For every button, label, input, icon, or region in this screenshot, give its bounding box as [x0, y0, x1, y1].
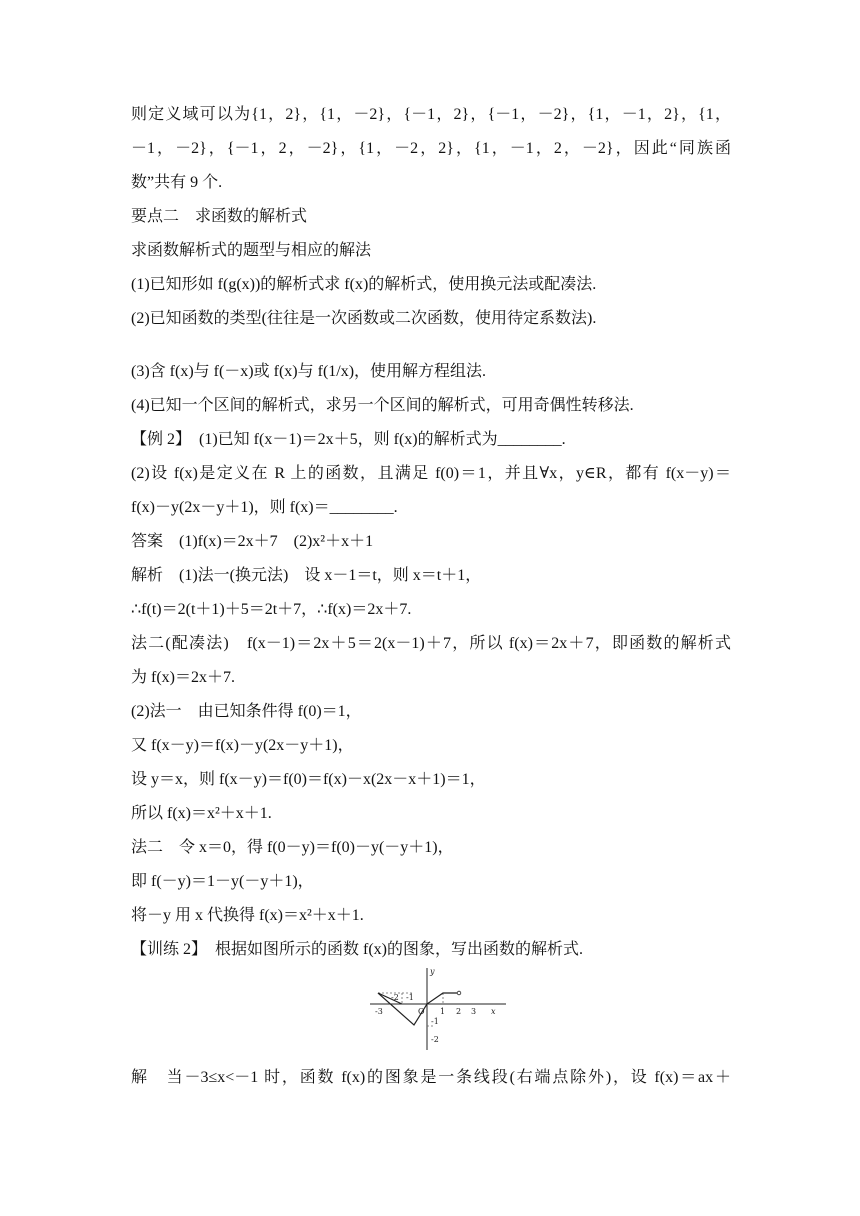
analysis-line-2: ∴f(t)＝2(t＋1)＋5＝2t＋7，∴f(x)＝2x＋7. — [131, 601, 412, 618]
tick-x-minus-1: -1 — [406, 993, 414, 1002]
method-3: (3)含 f(x)与 f(－x)或 f(x)与 f(1/x)，使用解方程组法. — [131, 363, 487, 380]
analysis-line-3: 法二(配凑法) f(x－1)＝2x＋5＝2(x－1)＋7，所以 f(x)＝2x＋7，即函数的解析式 — [131, 635, 731, 652]
example-2-part-2: (2)设 f(x)是定义在 R 上的函数，且满足 f(0)＝1，并且∀x，y∈R，都有 f(x－y)＝ — [131, 465, 731, 482]
analysis-line-8: 所以 f(x)＝x²＋x＋1. — [131, 805, 272, 822]
tick-x-1: 1 — [440, 1007, 446, 1016]
analysis-line-10: 即 f(－y)＝1－y(－y＋1)， — [131, 873, 314, 890]
tick-x-minus-3: -3 — [375, 1007, 383, 1016]
analysis-line-5: (2)法一 由已知条件得 f(0)＝1， — [131, 703, 362, 720]
graph-open-endpoint — [457, 991, 461, 995]
tick-y-minus-1: -1 — [431, 1017, 439, 1026]
analysis-line-1: 解析 (1)法一(换元法) 设 x－1＝t，则 x＝t＋1， — [131, 567, 482, 584]
function-graph — [358, 962, 518, 1056]
method-2: (2)已知函数的类型(往往是一次函数或二次函数，使用待定系数法). — [131, 310, 597, 327]
method-4: (4)已知一个区间的解析式，求另一个区间的解析式，可用奇偶性转移法. — [131, 397, 634, 414]
y-axis-label: y — [430, 967, 435, 976]
analysis-line-4: 为 f(x)＝2x＋7. — [131, 669, 235, 686]
x-axis-label: x — [491, 1007, 496, 1016]
section-heading: 要点二 求函数的解析式 — [131, 208, 308, 225]
solution-line: 解 当－3≤x<－1 时，函数 f(x)的图象是一条线段(右端点除外)，设 f(x)＝ax＋ — [131, 1069, 731, 1086]
analysis-line-7: 设 y＝x，则 f(x－y)＝f(0)＝f(x)－x(2x－x＋1)＝1， — [131, 771, 486, 788]
tick-origin: O — [418, 1007, 425, 1016]
tick-x-2: 2 — [456, 1007, 462, 1016]
practice-2-line: 【训练 2】 根据如图所示的函数 f(x)的图象，写出函数的解析式. — [131, 941, 583, 958]
text-line-3: 数”共有 9 个. — [131, 174, 223, 191]
text-line-5: 求函数解析式的题型与相应的解法 — [131, 242, 372, 259]
example-2-part-1: 【例 2】 (1)已知 f(x－1)＝2x＋5，则 f(x)的解析式为________. — [131, 431, 566, 448]
analysis-line-11: 将－y 用 x 代换得 f(x)＝x²＋x＋1. — [131, 907, 364, 924]
text-line-2: －1，－2}，{－1，2，－2}，{1，－2，2}，{1，－1，2，－2}，因此“同族函 — [131, 140, 731, 157]
analysis-line-6: 又 f(x－y)＝f(x)－y(2x－y＋1)， — [131, 737, 354, 754]
text-line-1: 则定义域可以为{1，2}，{1，－2}，{－1，2}，{－1，－2}，{1，－1，2}，{1， — [131, 106, 731, 123]
answer-line: 答案 (1)f(x)＝2x＋7 (2)x²＋x＋1 — [131, 533, 374, 550]
tick-x-3: 3 — [471, 1007, 477, 1016]
analysis-line-9: 法二 令 x＝0，得 f(0－y)＝f(0)－y(－y＋1)， — [131, 839, 454, 856]
example-2-part-2-cont: f(x)－y(2x－y＋1)，则 f(x)＝________. — [131, 499, 398, 516]
tick-x-minus-2: -2 — [391, 993, 399, 1002]
method-1: (1)已知形如 f(g(x))的解析式求 f(x)的解析式，使用换元法或配凑法. — [131, 276, 597, 293]
tick-y-minus-2: -2 — [431, 1035, 439, 1044]
